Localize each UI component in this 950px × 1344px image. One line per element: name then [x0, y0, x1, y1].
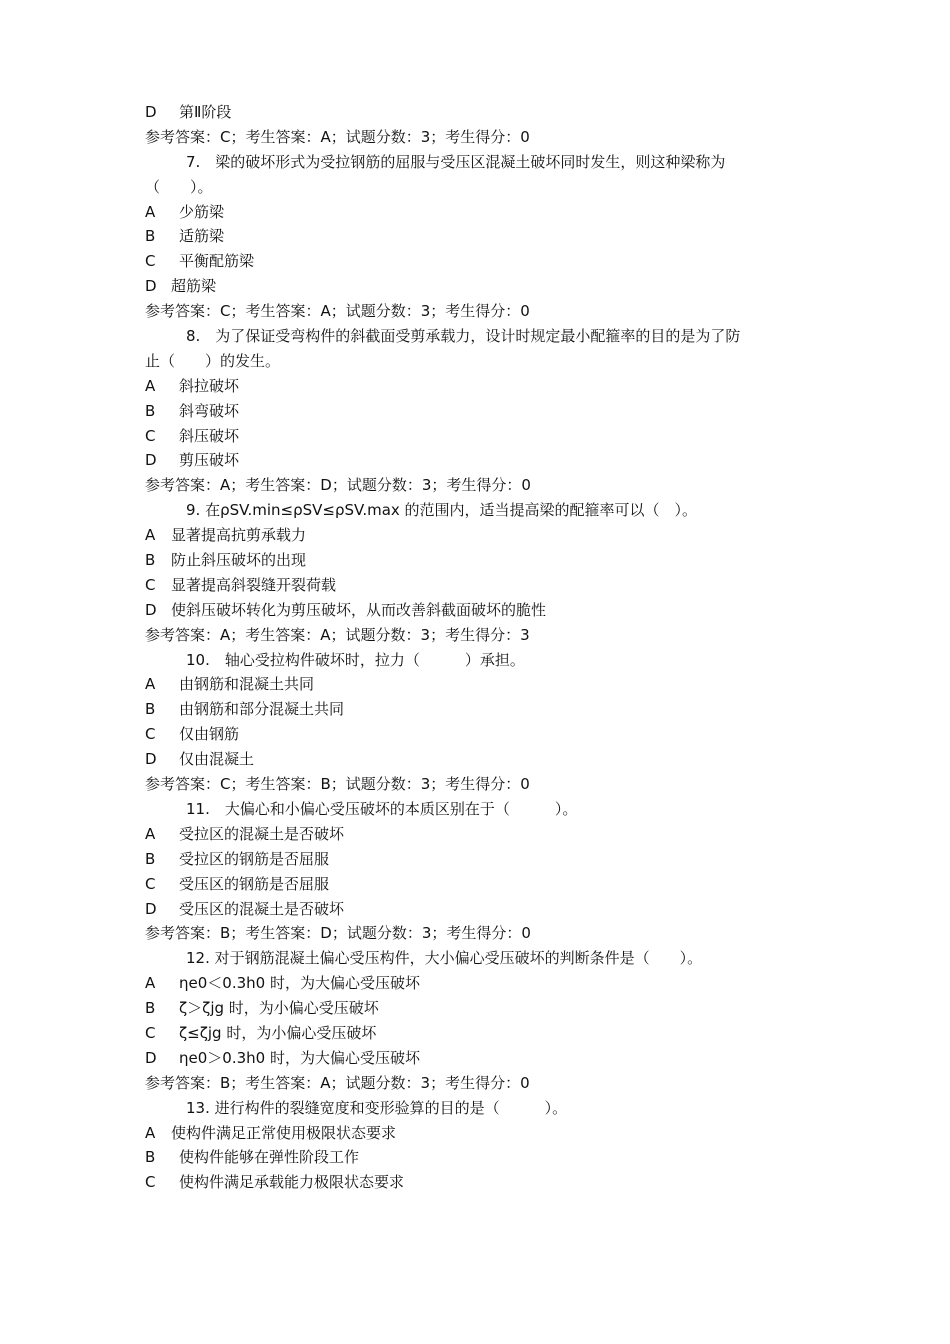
option-text: 使构件满足正常使用极限状态要求: [171, 1123, 397, 1142]
option-text: ζ≤ζjg 时，为小偏心受压破坏: [179, 1023, 377, 1042]
option-letter: B: [145, 1148, 156, 1167]
option-row: [145, 200, 815, 225]
option-row: [145, 1021, 815, 1046]
option-letter: C: [145, 426, 156, 445]
option-letter: D: [145, 899, 157, 918]
answer-line: 参考答案：A；考生答案：D；试题分数：3；考生得分：0: [145, 476, 531, 495]
option-text: 仅由钢筋: [179, 725, 240, 744]
option-row: [145, 1121, 815, 1146]
option-row: [145, 448, 815, 473]
option-row: [145, 672, 815, 697]
question-stem: 9. 在ρSV.min≤ρSV≤ρSV.max 的范围内，适当提高梁的配箍率可以（ ）。: [186, 501, 698, 520]
option-row: [145, 224, 815, 249]
option-text: 第Ⅱ阶段: [179, 103, 232, 121]
option-text: 斜拉破坏: [179, 376, 240, 395]
option-row: [145, 897, 815, 922]
option-row: [145, 573, 815, 598]
option-row: [145, 971, 815, 996]
option-letter: A: [145, 376, 156, 395]
answer-line: 参考答案：B；考生答案：D；试题分数：3；考生得分：0: [145, 924, 531, 943]
option-text: 使构件能够在弹性阶段工作: [179, 1148, 360, 1167]
option-text: ηe0＜0.3h0 时，为大偏心受压破坏: [179, 974, 420, 993]
option-letter: B: [145, 849, 156, 868]
option-row: [145, 747, 815, 772]
option-text: 受压区的混凝土是否破坏: [179, 899, 345, 918]
option-letter: C: [145, 252, 156, 271]
option-text: 平衡配筋梁: [179, 252, 255, 271]
document-page: [145, 100, 815, 1195]
option-letter: A: [145, 824, 156, 843]
option-letter: C: [145, 725, 156, 744]
option-text: 受拉区的混凝土是否破坏: [179, 824, 345, 843]
option-letter: A: [145, 675, 156, 694]
option-text: 由钢筋和部分混凝土共同: [179, 700, 345, 719]
option-letter: B: [145, 551, 156, 570]
option-text: 受压区的钢筋是否屈服: [179, 874, 330, 893]
option-text: 受拉区的钢筋是否屈服: [179, 849, 330, 868]
option-text: 适筋梁: [179, 227, 225, 246]
option-row: [145, 274, 815, 299]
option-letter: C: [145, 1173, 156, 1192]
option-row: [145, 1046, 815, 1071]
option-letter: A: [145, 974, 156, 993]
answer-line: 参考答案：B；考生答案：A；试题分数：3；考生得分：0: [145, 1073, 530, 1092]
option-row: [145, 847, 815, 872]
option-text: 使斜压破坏转化为剪压破坏，从而改善斜截面破坏的脆性: [171, 600, 547, 619]
option-letter: B: [145, 401, 156, 420]
option-letter: C: [145, 874, 156, 893]
option-letter: C: [145, 1023, 156, 1042]
option-text: 使构件满足承载能力极限状态要求: [179, 1173, 405, 1192]
answer-line: 参考答案：A；考生答案：A；试题分数：3；考生得分：3: [145, 625, 530, 644]
option-row: [145, 548, 815, 573]
option-text: 少筋梁: [179, 202, 225, 221]
option-letter: B: [145, 999, 156, 1018]
option-letter: D: [145, 277, 157, 296]
question-stem: 10. 轴心受拉构件破坏时，拉力（ ）承担。: [186, 650, 525, 669]
question-stem-continued: （ ）。: [145, 177, 213, 196]
answer-line: 参考答案：C；考生答案：A；试题分数：3；考生得分：0: [145, 127, 530, 146]
option-letter: D: [145, 103, 157, 121]
option-text: 斜弯破坏: [179, 401, 240, 420]
option-text: 显著提高斜裂缝开裂荷载: [171, 575, 337, 594]
option-letter: A: [145, 202, 156, 221]
option-row: [145, 697, 815, 722]
option-row: [145, 100, 815, 125]
option-letter: D: [145, 1048, 157, 1067]
option-row: [145, 598, 815, 623]
option-text: 超筋梁: [171, 277, 217, 296]
option-letter: C: [145, 575, 156, 594]
option-text: 剪压破坏: [179, 451, 240, 470]
option-row: [145, 822, 815, 847]
option-letter: D: [145, 600, 157, 619]
option-row: [145, 523, 815, 548]
option-row: [145, 249, 815, 274]
option-row: [145, 1145, 815, 1170]
option-text: 由钢筋和混凝土共同: [179, 675, 315, 694]
option-text: 斜压破坏: [179, 426, 240, 445]
question-stem-continued: 止（ ）的发生。: [145, 351, 281, 370]
option-text: 仅由混凝土: [179, 750, 255, 769]
option-text: ηe0＞0.3h0 时，为大偏心受压破坏: [179, 1048, 420, 1067]
option-row: [145, 424, 815, 449]
question-stem: 12. 对于钢筋混凝土偏心受压构件，大小偏心受压破坏的判断条件是（ ）。: [186, 949, 703, 968]
question-stem: 7. 梁的破坏形式为受拉钢筋的屈服与受压区混凝土破坏同时发生，则这种梁称为: [186, 152, 726, 171]
answer-line: 参考答案：C；考生答案：B；试题分数：3；考生得分：0: [145, 775, 530, 794]
question-stem: 11. 大偏心和小偏心受压破坏的本质区别在于（ ）。: [186, 799, 578, 818]
option-letter: B: [145, 700, 156, 719]
option-letter: A: [145, 1123, 156, 1142]
option-row: [145, 996, 815, 1021]
option-text: 防止斜压破坏的出现: [171, 551, 307, 570]
option-letter: A: [145, 526, 156, 545]
option-row: [145, 872, 815, 897]
option-row: [145, 722, 815, 747]
option-letter: B: [145, 227, 156, 246]
option-letter: D: [145, 451, 157, 470]
option-row: [145, 374, 815, 399]
question-stem: 8. 为了保证受弯构件的斜截面受剪承载力，设计时规定最小配箍率的目的是为了防: [186, 327, 741, 346]
question-stem: 13. 进行构件的裂缝宽度和变形验算的目的是（ ）。: [186, 1098, 568, 1117]
option-row: [145, 399, 815, 424]
answer-line: 参考答案：C；考生答案：A；试题分数：3；考生得分：0: [145, 302, 530, 321]
option-text: 显著提高抗剪承载力: [171, 526, 307, 545]
option-letter: D: [145, 750, 157, 769]
option-text: ζ＞ζjg 时，为小偏心受压破坏: [179, 999, 379, 1018]
option-row: [145, 1170, 815, 1195]
